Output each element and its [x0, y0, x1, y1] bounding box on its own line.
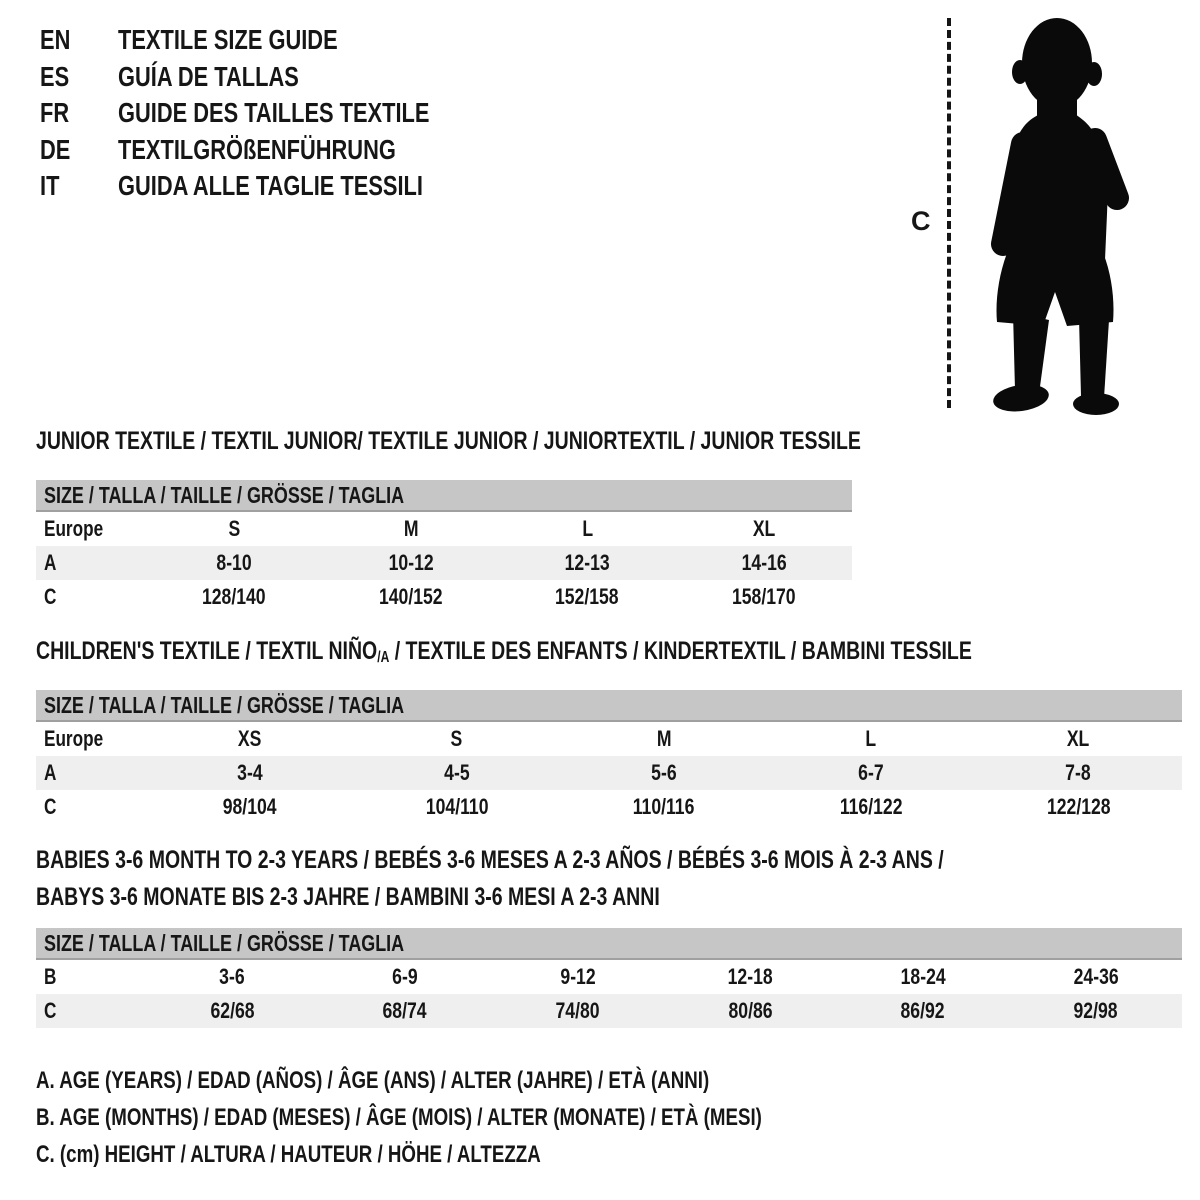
age-cell: 5-6 — [651, 760, 677, 785]
height-cell: 152/158 — [555, 584, 620, 609]
junior-size-header-band: SIZE / TALLA / TAILLE / GRÖSSE / TAGLIA — [36, 480, 852, 512]
height-measure-figure — [905, 10, 1167, 420]
row-label: C — [44, 998, 57, 1023]
size-cell: M — [403, 516, 419, 541]
lang-code: IT — [40, 170, 60, 201]
size-cell: XS — [237, 726, 262, 751]
row-label: A — [44, 760, 57, 785]
height-cell: 98/104 — [222, 794, 277, 819]
footnote-a: A. AGE (YEARS) / EDAD (AÑOS) / ÂGE (ANS) / ALTER (JAHRE) / ETÀ (ANNI) — [36, 1067, 710, 1094]
size-cell: L — [865, 726, 877, 751]
age-cell: 12-18 — [727, 964, 773, 989]
height-cell: 140/152 — [378, 584, 443, 609]
children-textile-section — [36, 636, 1182, 824]
region-label: Europe — [44, 726, 104, 751]
age-cell: 14-16 — [741, 550, 787, 575]
babies-height-row — [36, 994, 1182, 1028]
height-cell: 62/68 — [210, 998, 255, 1023]
lang-title: GUIDA ALLE TAGLIE TESSILI — [118, 170, 423, 201]
footnote-b: B. AGE (MONTHS) / EDAD (MESES) / ÂGE (MOIS) / ALTER (MONATE) / ETÀ (MESI) — [36, 1104, 762, 1131]
junior-height-row — [36, 580, 852, 614]
size-cell: L — [581, 516, 593, 541]
age-cell: 6-7 — [858, 760, 884, 785]
age-cell: 12-13 — [564, 550, 610, 575]
babies-age-row — [36, 960, 1182, 994]
children-height-row — [36, 790, 1182, 824]
size-cell: S — [228, 516, 241, 541]
language-title-list — [40, 22, 517, 205]
babies-size-header-band: SIZE / TALLA / TAILLE / GRÖSSE / TAGLIA — [36, 928, 1182, 960]
lang-title: GUÍA DE TALLAS — [118, 60, 299, 92]
lang-code: EN — [40, 24, 71, 55]
children-size-header-band: SIZE / TALLA / TAILLE / GRÖSSE / TAGLIA — [36, 690, 1182, 722]
lang-title: TEXTILE SIZE GUIDE — [118, 24, 338, 55]
row-label: C — [44, 794, 57, 819]
age-cell: 4-5 — [444, 760, 470, 785]
children-section-title: CHILDREN'S TEXTILE / TEXTIL NIÑO/A / TEXTILE DES ENFANTS / KINDERTEXTIL / BAMBINI TESSILE — [36, 637, 972, 667]
size-cell: XL — [752, 516, 775, 541]
size-cell: XL — [1067, 726, 1090, 751]
lang-code: DE — [40, 133, 71, 165]
size-cell: M — [656, 726, 672, 751]
age-cell: 9-12 — [560, 964, 596, 989]
height-cell: 158/170 — [731, 584, 796, 609]
height-cell: 104/110 — [425, 794, 489, 819]
lang-row-fr — [40, 95, 517, 132]
age-cell: 3-6 — [219, 964, 246, 989]
age-cell: 6-9 — [392, 964, 418, 989]
legend-footnotes — [36, 1062, 967, 1173]
lang-code: ES — [40, 60, 70, 92]
height-cell: 68/74 — [382, 998, 428, 1023]
junior-section-title: JUNIOR TEXTILE / TEXTIL JUNIOR/ TEXTILE JUNIOR / JUNIORTEXTIL / JUNIOR TESSILE — [36, 427, 861, 455]
height-measure-label: C — [911, 206, 931, 236]
lang-code: FR — [40, 97, 70, 128]
age-cell: 10-12 — [388, 550, 434, 575]
junior-europe-row — [36, 512, 852, 546]
row-label: A — [44, 550, 57, 575]
lang-row-en — [40, 22, 517, 59]
lang-row-de — [40, 132, 517, 169]
row-label: C — [44, 584, 57, 609]
junior-age-row — [36, 546, 852, 580]
babies-section-title: BABIES 3-6 MONTH TO 2-3 YEARS / BEBÉS 3-6 MESES A 2-3 AÑOS / BÉBÉS 3-6 MOIS À 2-3 ANS / BABYS 3-6 MONATE BIS 2-3 JAHRE / BAMBINI 3-6 MESI A 2-3 ANNI — [36, 846, 944, 911]
lang-row-es — [40, 59, 517, 96]
height-cell: 74/80 — [555, 998, 600, 1023]
footnote-c: C. (cm) HEIGHT / ALTURA / HAUTEUR / HÖHE / ALTEZZA — [36, 1141, 541, 1168]
age-cell: 18-24 — [900, 964, 946, 989]
height-dashed-line — [947, 18, 951, 408]
row-label: B — [44, 964, 57, 989]
height-cell: 128/140 — [202, 584, 267, 609]
height-cell: 86/92 — [900, 998, 946, 1023]
toddler-silhouette-icon — [967, 16, 1143, 416]
children-europe-row — [36, 722, 1182, 756]
height-cell: 80/86 — [728, 998, 773, 1023]
children-age-row — [36, 756, 1182, 790]
age-cell: 3-4 — [236, 760, 263, 785]
age-cell: 7-8 — [1065, 760, 1092, 785]
height-cell: 92/98 — [1073, 998, 1118, 1023]
junior-textile-section — [36, 426, 861, 614]
lang-title: TEXTILGRÖßENFÜHRUNG — [118, 133, 396, 165]
size-cell: S — [450, 726, 463, 751]
height-cell: 122/128 — [1046, 794, 1111, 819]
region-label: Europe — [44, 516, 104, 541]
title-subscript: /A — [377, 649, 390, 667]
age-cell: 24-36 — [1073, 964, 1119, 989]
lang-row-it — [40, 168, 517, 205]
age-cell: 8-10 — [216, 550, 252, 575]
height-cell: 110/116 — [633, 794, 695, 819]
height-cell: 116/122 — [839, 794, 903, 819]
babies-textile-section — [36, 842, 1182, 1028]
lang-title: GUIDE DES TAILLES TEXTILE — [118, 97, 430, 128]
